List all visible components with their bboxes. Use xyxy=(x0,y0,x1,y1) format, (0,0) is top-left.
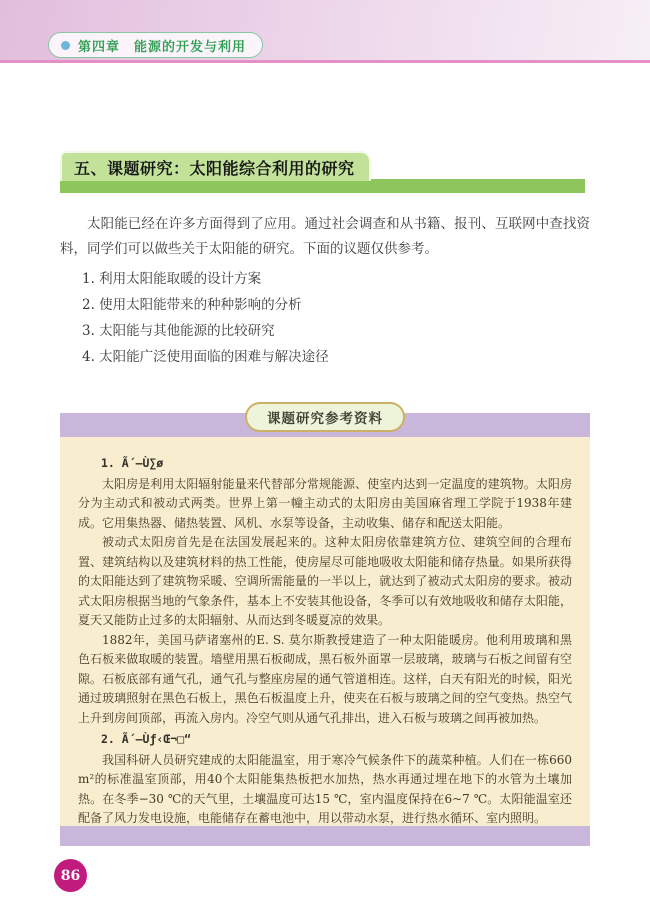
page-header-band xyxy=(0,0,650,63)
reference-box-bottom-bar xyxy=(60,826,590,846)
topic-item-3: 3. 太阳能与其他能源的比较研究 xyxy=(82,323,275,339)
reference-box xyxy=(60,413,590,846)
intro-section xyxy=(60,212,590,370)
reference-box-badge: 课题研究参考资料 xyxy=(245,402,405,432)
reference-paragraph-3: 1882年，美国马萨诸塞州的E. S. 莫尔斯教授建造了一种太阳能暖房。他利用玻璃和黑色石板来做取暖的装置。墙壁用黑石板砌成，黑石板外面罩一层玻璃，玻璃与石板之间留有空隙。石板底部有通气孔，通气孔与整座房屋的通气管道相连。这样，白天有阳光的时候，阳光通过玻璃照射在黑色石板上，黑色石板温度上升，使夹在石板与玻璃之间的空气变热。热空气上升到房间顶部，再流入房内。冷空气则从通气孔排出，进入石板与玻璃之间再被加热。 xyxy=(78,632,572,725)
topic-item-1: 1. 利用太阳能取暖的设计方案 xyxy=(82,271,262,287)
section-title-block xyxy=(60,151,585,193)
reference-heading-2: 2. Ã´–Ùƒ‹Œ¬□“ xyxy=(101,732,192,746)
page-number: 86 xyxy=(54,859,87,892)
topic-item-2: 2. 使用太阳能带来的种种影响的分析 xyxy=(82,297,302,313)
topic-list xyxy=(60,266,590,370)
topic-item-4: 4. 太阳能广泛使用面临的困难与解决途径 xyxy=(82,349,329,365)
reference-paragraph-1: 太阳房是利用太阳辐射能量来代替部分常规能源、使室内达到一定温度的建筑物。太阳房分为主动式和被动式两类。世界上第一幢主动式的太阳房由美国麻省理工学院于1938年建成。它用集热器、储热装置、风机、水泵等设备，主动收集、储存和配送太阳能。 xyxy=(78,476,572,530)
reference-paragraph-4: 我国科研人员研究建成的太阳能温室，用于寒冷气候条件下的蔬菜种植。人们在一栋660 m²的标准温室顶部，用40个太阳能集热板把水加热，热水再通过埋在地下的水管为土壤加热。在冬季−30 ℃的天气里，土壤温度可达15 ℃，室内温度保持在6~7 ℃。太阳能温室还配备了风力发电设施，电能储存在蓄电池中，用以带动水泵，进行热水循环、室内照明。 xyxy=(78,752,572,825)
reference-paragraph-2: 被动式太阳房首先是在法国发展起来的。这种太阳房依靠建筑方位、建筑空间的合理布置、建筑结构以及建筑材料的热工性能，使房屋尽可能地吸收太阳能和储存热量。如果所获得的太阳能达到了建筑物采暖、空调所需能量的一半以上，就达到了被动式太阳房的要求。被动式太阳房根据当地的气象条件，基本上不安装其他设备，冬季可以有效地吸收和储存太阳能，夏天又能防止过多的太阳辐射、从而达到冬暖夏凉的效果。 xyxy=(78,535,572,627)
chapter-badge-label: 第四章 能源的开发与利用 xyxy=(78,38,247,54)
section-title: 五、课题研究：太阳能综合利用的研究 xyxy=(60,151,371,181)
section-title-underline-bar xyxy=(60,179,585,193)
reference-heading-1: 1. Ã´–Ù∑ø xyxy=(101,456,164,470)
bullet-dot-icon xyxy=(61,41,70,50)
intro-paragraph: 太阳能已经在许多方面得到了应用。通过社会调查和从书籍、报刊、互联网中查找资料，同学们可以做些关于太阳能的研究。下面的议题仅供参考。 xyxy=(60,216,590,257)
reference-box-body xyxy=(60,437,590,826)
chapter-badge xyxy=(48,32,263,58)
